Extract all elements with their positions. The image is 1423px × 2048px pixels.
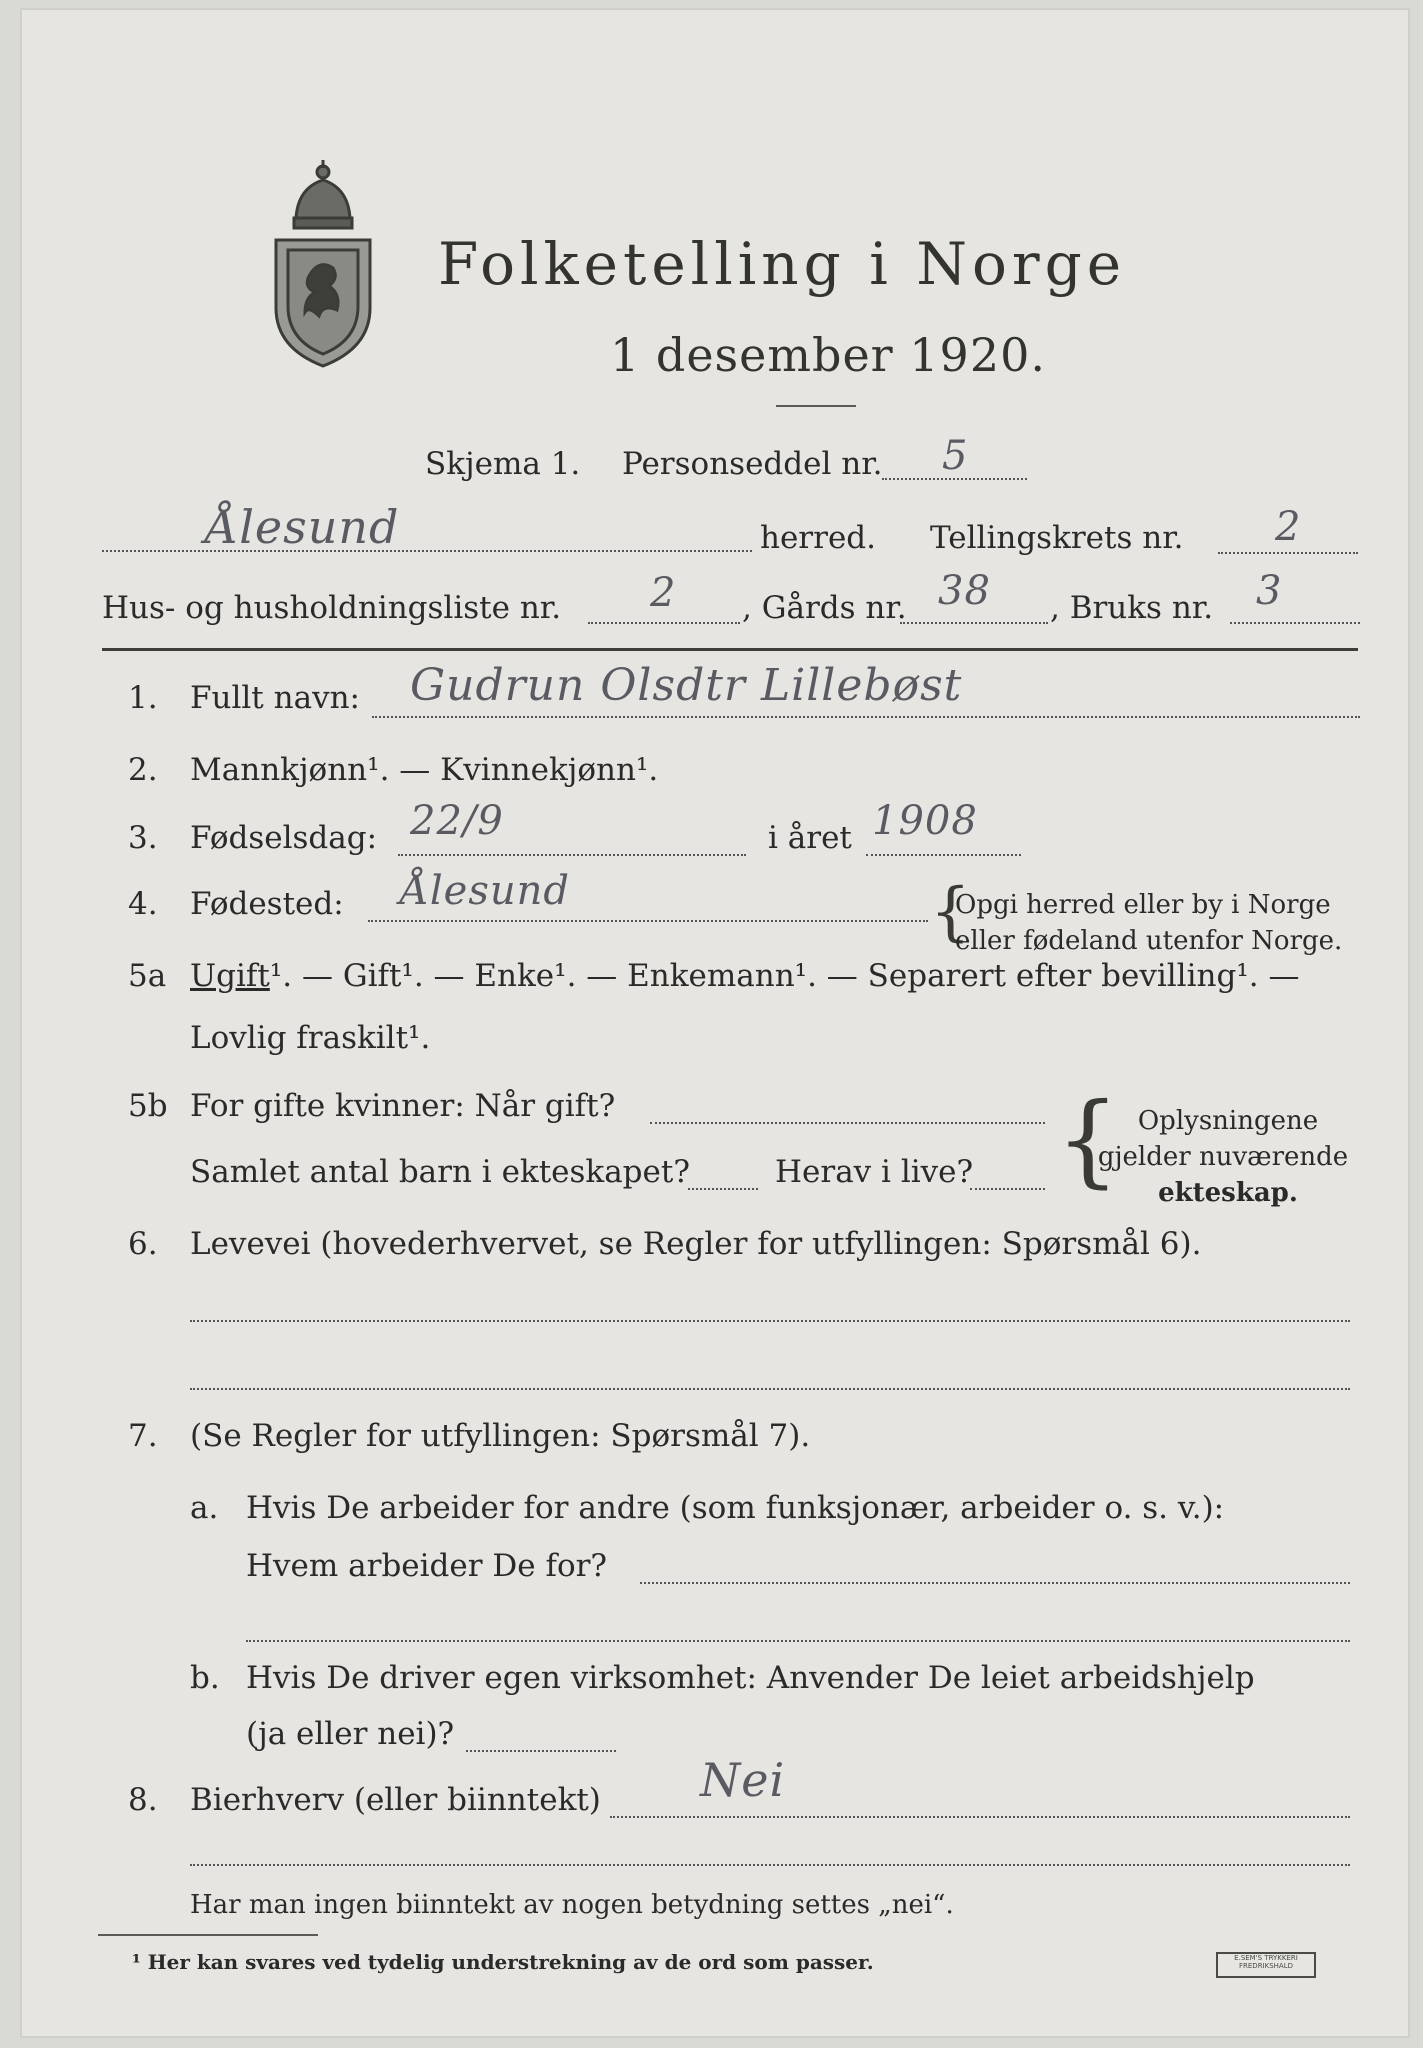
q4-line	[368, 920, 928, 922]
q4-note-brace: {	[930, 875, 971, 949]
form-title: Folketelling i Norge	[438, 230, 1127, 298]
q5b-line2: Samlet antal barn i ekteskapet?	[190, 1154, 690, 1190]
q4-note-line1: Opgi herred eller by i Norge	[955, 890, 1331, 920]
q3-label: Fødselsdag:	[190, 820, 378, 856]
q7a-employer-line	[640, 1582, 1350, 1584]
bruks-label: , Bruks nr.	[1050, 590, 1214, 626]
skjema-label: Skjema 1.	[425, 446, 581, 482]
q3-number: 3.	[128, 820, 158, 856]
header-divider	[102, 648, 1358, 651]
q1-value[interactable]: Gudrun Olsdtr Lillebøst	[410, 660, 963, 711]
gards-value[interactable]: 38	[938, 568, 991, 614]
gards-line	[900, 622, 1048, 624]
q1-label: Fullt navn:	[190, 680, 360, 716]
q3-line	[398, 854, 746, 856]
printer-stamp: E.SEM'S TRYKKERI FREDRIKSHALD	[1216, 1952, 1316, 1978]
q7a-extra-line	[246, 1640, 1350, 1642]
herred-line	[102, 550, 752, 552]
hus-line	[588, 622, 740, 624]
form-date: 1 desember 1920.	[610, 328, 1046, 382]
bruks-value[interactable]: 3	[1256, 568, 1283, 614]
q5a-ugift-underlined: Ugift	[190, 958, 270, 994]
q4-value[interactable]: Ålesund	[400, 868, 571, 914]
q8-extra-line	[190, 1864, 1350, 1866]
q3-year-value[interactable]: 1908	[872, 798, 978, 844]
title-divider	[776, 405, 856, 407]
q7-label: (Se Regler for utfyllingen: Spørsmål 7).	[190, 1418, 811, 1454]
q7a-letter: a.	[190, 1490, 219, 1526]
tellingskrets-value[interactable]: 2	[1275, 504, 1302, 550]
q5a-line2: Lovlig fraskilt¹.	[190, 1020, 431, 1056]
q7b-answer-line	[466, 1750, 616, 1752]
q8-label: Bierhverv (eller biinntekt)	[190, 1782, 601, 1818]
footnote-divider	[98, 1934, 318, 1936]
q7b-line2: (ja eller nei)?	[246, 1716, 455, 1752]
q2-number: 2.	[128, 752, 158, 788]
personseddel-value[interactable]: 5	[942, 433, 969, 479]
herred-value[interactable]: Ålesund	[205, 500, 400, 554]
q1-number: 1.	[128, 680, 158, 716]
herred-label: herred.	[760, 520, 876, 556]
q1-line	[372, 716, 1360, 718]
q5b-number: 5b	[128, 1088, 168, 1124]
q5b-note-line3: ekteskap.	[1158, 1178, 1298, 1208]
q5b-married-line	[650, 1122, 1045, 1124]
tellingskrets-line	[1218, 552, 1358, 554]
bruks-line	[1230, 622, 1360, 624]
q7b-letter: b.	[190, 1660, 220, 1696]
q4-number: 4.	[128, 886, 158, 922]
q4-label: Fødested:	[190, 886, 344, 922]
census-form-sheet	[20, 8, 1410, 2038]
q5a-number: 5a	[128, 958, 167, 994]
q5b-alive-line	[970, 1188, 1045, 1190]
q5b-line1: For gifte kvinner: Når gift?	[190, 1088, 616, 1124]
q4-note-line2: eller fødeland utenfor Norge.	[955, 926, 1343, 956]
q5b-line2b: Herav i live?	[775, 1154, 974, 1190]
q6-label: Levevei (hovederhvervet, se Regler for utfyllingen: Spørsmål 6).	[190, 1226, 1202, 1262]
q5b-children-line	[688, 1188, 758, 1190]
q3-value[interactable]: 22/9	[410, 798, 504, 844]
gards-label: , Gårds nr.	[742, 590, 907, 626]
q7-number: 7.	[128, 1418, 158, 1454]
tellingskrets-label: Tellingskrets nr.	[930, 520, 1184, 556]
q8-number: 8.	[128, 1782, 158, 1818]
q5b-note-brace: {	[1056, 1081, 1120, 1198]
q5a-line1	[190, 958, 1299, 994]
q8-line	[610, 1816, 1350, 1818]
q2-label: Mannkjønn¹. — Kvinnekjønn¹.	[190, 752, 659, 788]
hus-value[interactable]: 2	[650, 570, 677, 616]
q5a-options: ¹. — Gift¹. — Enke¹. — Enkemann¹. — Separert efter bevilling¹. —	[269, 958, 1300, 994]
norway-coat-of-arms-icon	[268, 158, 378, 373]
q3-year-label: i året	[768, 820, 852, 856]
q8-value[interactable]: Nei	[700, 1753, 786, 1807]
q7a-line2: Hvem arbeider De for?	[246, 1548, 608, 1584]
q3-year-line	[866, 854, 1021, 856]
hus-label: Hus- og husholdningsliste nr.	[102, 590, 562, 626]
q5b-note-line2: gjelder nuværende	[1097, 1142, 1349, 1172]
q6-number: 6.	[128, 1226, 158, 1262]
personseddel-label: Personseddel nr.	[622, 446, 883, 482]
q6-line2	[190, 1388, 1350, 1390]
q7b-line1: Hvis De driver egen virksomhet: Anvender De leiet arbeidshjelp	[246, 1660, 1255, 1696]
q7a-line1: Hvis De arbeider for andre (som funksjonær, arbeider o. s. v.):	[246, 1490, 1225, 1526]
footnote: ¹ Her kan svares ved tydelig understrekning av de ord som passer.	[132, 1950, 874, 1974]
q6-line1	[190, 1320, 1350, 1322]
q5b-note-line1: Oplysningene	[1137, 1106, 1319, 1136]
footer-note: Har man ingen biinntekt av nogen betydning settes „nei“.	[190, 1890, 954, 1920]
